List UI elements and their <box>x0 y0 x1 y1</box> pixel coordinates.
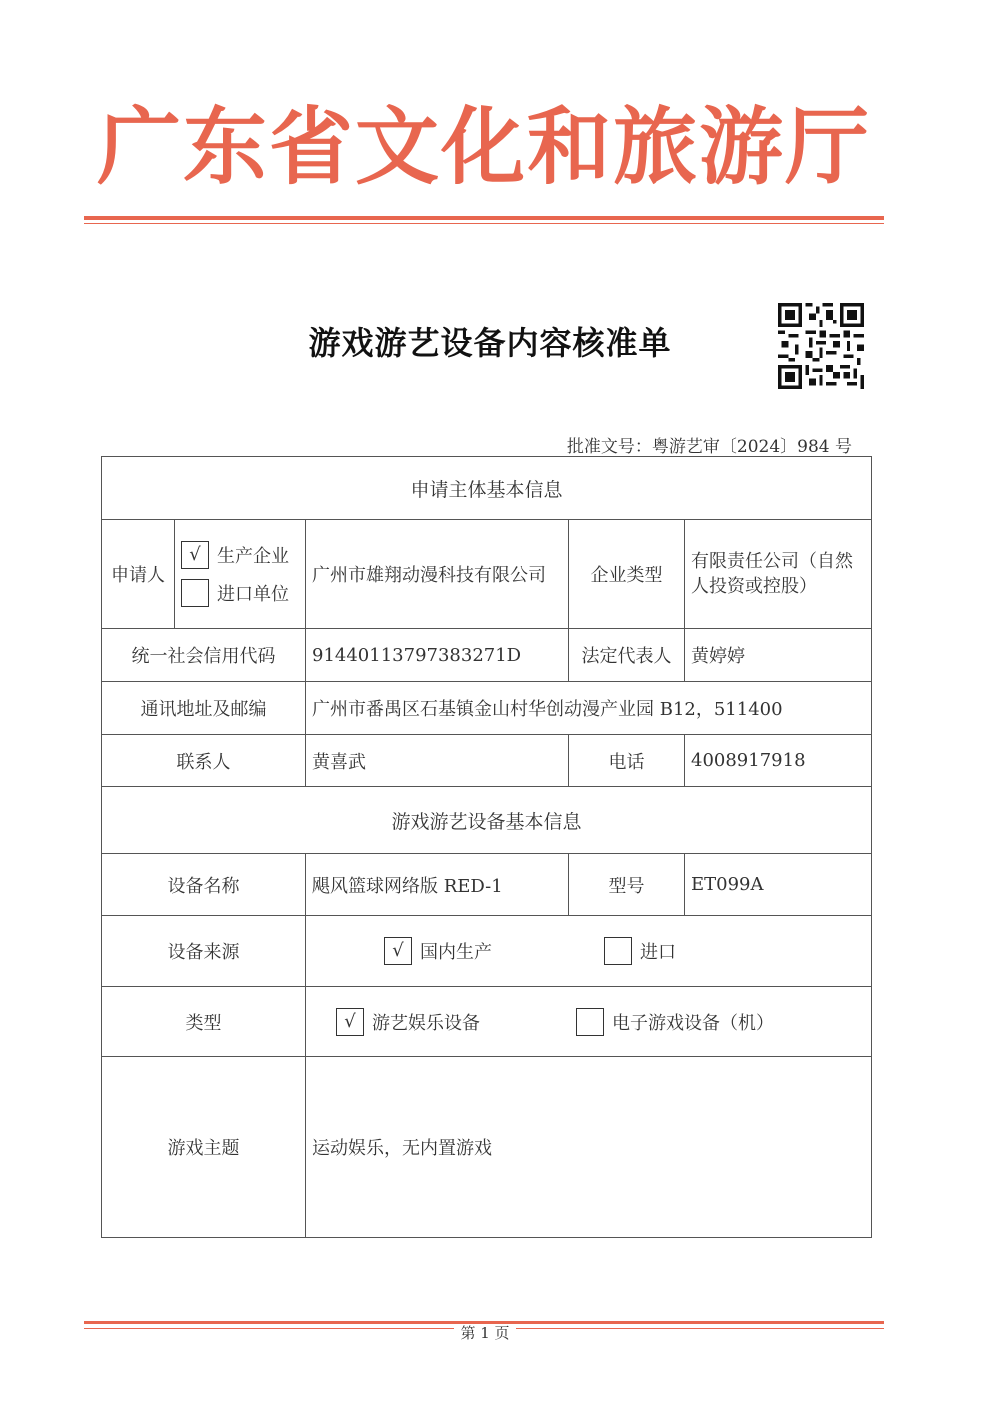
section-header-row <box>102 787 872 854</box>
device-name-label: 设备名称 <box>102 854 306 916</box>
page-number-text: 第 1 页 <box>454 1324 515 1342</box>
applicant-row <box>102 520 872 629</box>
option-electronic-game-label: 电子游戏设备（机） <box>612 1012 774 1034</box>
model-value: ET099A <box>685 854 872 916</box>
model-label: 型号 <box>569 854 685 916</box>
checkbox-import <box>604 937 632 965</box>
option-manufacturer-label: 生产企业 <box>217 546 289 567</box>
legal-rep-label: 法定代表人 <box>569 629 685 682</box>
section-header-row <box>102 457 872 520</box>
address-value: 广州市番禺区石基镇金山村华创动漫产业园 B12，511400 <box>306 682 872 735</box>
approval-number-line <box>567 432 852 457</box>
applicant-type-options <box>175 520 306 629</box>
credit-code-value: 91440113797383271D <box>306 629 569 682</box>
checkbox-importer <box>181 579 209 607</box>
address-label: 通讯地址及邮编 <box>102 682 306 735</box>
approval-label: 批准文号： <box>566 437 652 457</box>
option-importer <box>181 574 299 612</box>
letterhead-title: 广东省文化和旅游厅 <box>96 97 871 196</box>
option-amusement-label: 游艺娱乐设备 <box>372 1012 480 1034</box>
option-importer-label: 进口单位 <box>217 584 289 605</box>
device-name-value: 飓风篮球网络版 RED-1 <box>306 854 569 916</box>
applicant-label: 申请人 <box>102 520 175 629</box>
approval-number: 粤游艺审〔2024〕984 号 <box>651 437 852 457</box>
company-type-label: 企业类型 <box>569 520 685 629</box>
checkbox-amusement: √ <box>336 1008 364 1036</box>
category-row <box>102 987 872 1057</box>
contact-label: 联系人 <box>102 735 306 787</box>
section-applicant-title: 申请主体基本信息 <box>102 457 872 520</box>
checkbox-manufacturer: √ <box>181 541 209 569</box>
option-import <box>604 937 676 965</box>
credit-code-label: 统一社会信用代码 <box>102 629 306 682</box>
option-amusement <box>336 1008 480 1036</box>
category-label: 类型 <box>102 987 306 1057</box>
theme-value: 运动娱乐，无内置游戏 <box>306 1057 872 1238</box>
contact-row <box>102 735 872 787</box>
category-options <box>306 987 872 1057</box>
option-import-label: 进口 <box>640 942 676 963</box>
option-domestic <box>384 937 492 965</box>
qr-code-icon <box>778 303 864 389</box>
theme-row <box>102 1057 872 1238</box>
applicant-name: 广州市雄翔动漫科技有限公司 <box>306 520 569 629</box>
credit-row <box>102 629 872 682</box>
letterhead-rule-thick <box>84 216 884 220</box>
source-label: 设备来源 <box>102 916 306 987</box>
legal-rep-value: 黄婷婷 <box>685 629 872 682</box>
approval-form-table <box>101 456 872 1238</box>
theme-label: 游戏主题 <box>102 1057 306 1238</box>
device-row <box>102 854 872 916</box>
address-row <box>102 682 872 735</box>
option-electronic-game <box>576 1008 774 1036</box>
company-type-value: 有限责任公司（自然人投资或控股） <box>685 520 872 629</box>
letterhead-rule-thin <box>84 223 884 224</box>
document-title: 游戏游艺设备内容核准单 <box>308 324 672 362</box>
source-options <box>306 916 872 987</box>
option-manufacturer <box>181 536 299 574</box>
checkbox-domestic: √ <box>384 937 412 965</box>
section-device-title: 游戏游艺设备基本信息 <box>102 787 872 854</box>
phone-label: 电话 <box>569 735 685 787</box>
source-row <box>102 916 872 987</box>
checkbox-electronic-game <box>576 1008 604 1036</box>
phone-value: 4008917918 <box>685 735 872 787</box>
option-domestic-label: 国内生产 <box>420 942 492 963</box>
page-number <box>0 1322 970 1343</box>
contact-value: 黄喜武 <box>306 735 569 787</box>
